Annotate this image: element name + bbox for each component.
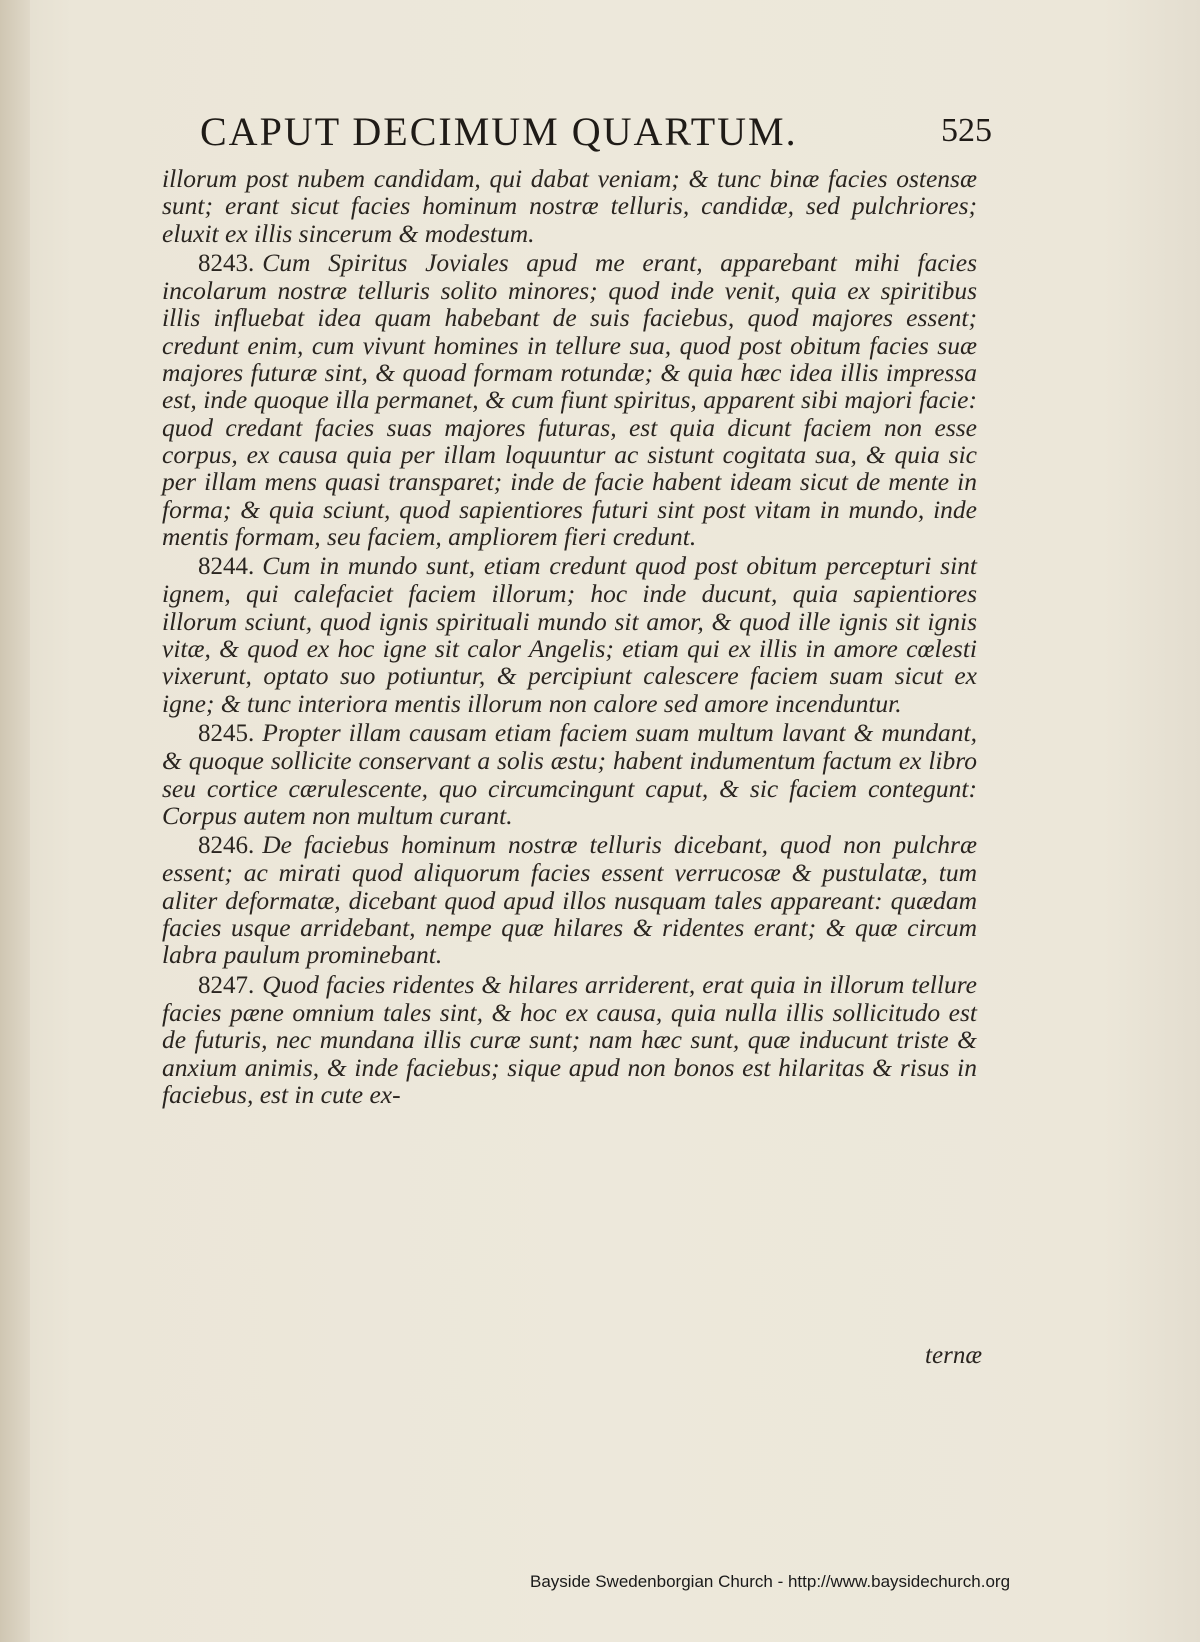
paragraph-number: 8244. bbox=[198, 553, 255, 581]
paragraph-8247 bbox=[162, 971, 977, 1108]
paragraph-number: 8243. bbox=[198, 249, 255, 277]
paragraph-text: illorum post nubem candidam, qui dabat veniam; & tunc binæ facies ostensæ sunt; erant sicut facies hominum nostræ telluris, candidæ, sed pulchriores; eluxit ex illis sincerum & modestum. bbox=[162, 164, 977, 248]
page-gutter bbox=[0, 0, 30, 1642]
watermark-credit: Bayside Swedenborgian Church - http://www.baysidechurch.org bbox=[530, 1572, 1011, 1591]
paragraph-8246 bbox=[162, 831, 977, 968]
paragraph-number: 8246. bbox=[198, 832, 255, 860]
running-title: CAPUT DECIMUM QUARTUM. bbox=[200, 109, 798, 154]
paragraph-8245 bbox=[162, 719, 977, 829]
paragraph-number: 8245. bbox=[198, 719, 255, 747]
paragraph-8244 bbox=[162, 552, 977, 717]
body-text bbox=[162, 165, 977, 1110]
paragraph-text: Cum in mundo sunt, etiam credunt quod post obitum percepturi sint ignem, qui calefaciet faciem illorum; hoc inde ducunt, quia sapientiores illorum sciunt, quod ignis spirituali mundo sit amor, & quod ille ignis sit ignis vitæ, & quod ex hoc igne sit calor Angelis; etiam qui ex illis in amore cœlesti vixerunt, optato suo potiuntur, & percipiunt calescere faciem suam sicut ex igne; & tunc interiora mentis illorum non calore sed amore incenduntur. bbox=[162, 551, 977, 718]
paragraph-number: 8247. bbox=[198, 971, 255, 999]
paragraph-text: Propter illam causam etiam faciem suam multum lavant & mundant, & quoque sollicite conservant a solis æstu; habent indumentum factum ex libro seu cortice cærulescente, quo circumcingunt caput, & sic faciem contegunt: Corpus autem non multum curant. bbox=[162, 717, 977, 830]
paragraph-8243 bbox=[162, 249, 977, 550]
paragraph-text: Cum Spiritus Joviales apud me erant, apparebant mihi facies incolarum nostræ telluris solito minores; quod inde venit, quia ex spiritibus illis influebat idea quam habebant de suis faciebus, quod majores essent; credunt enim, cum vivunt homines in tellure sua, quod post obitum facies suæ majores futuræ sint, & quoad formam rotundæ; & quia hæc idea illis impressa est, inde quoque illa permanet, & cum fiunt spiritus, apparent sibi majori facie: quod credant facies suas majores futuras, est quia dicunt faciem non esse corpus, ex causa quia per illam loquuntur ac sistunt cogitata sua, & quia sic per illam mens quasi transparet; inde de facie habent ideam sicut de mente in forma; & quia sciunt, quod sapientiores futuri sint post vitam in mundo, inde mentis formam, seu faciem, ampliorem fieri credunt. bbox=[162, 247, 977, 551]
paragraph-text: De faciebus hominum nostræ telluris dicebant, quod non pulchræ essent; ac mirati quod aliquorum facies essent verrucosæ & pustulatæ, tum aliter deformatæ, dicebant quod apud illos nusquam tales appareant: quædam facies usque arridebant, nempe quæ hilares & ridentes erant; & quæ circum labra paulum prominebant. bbox=[162, 830, 977, 970]
page-header bbox=[200, 100, 1010, 160]
paragraph-continuation bbox=[162, 165, 977, 247]
paragraph-text: Quod facies ridentes & hilares arriderent, erat quia in illorum tellure facies pæne omnium tales sint, & hoc ex causa, quia nulla illis sollicitudo est de futuris, nec mundana illis curæ sunt; nam hæc sunt, quæ inducunt triste & anxium animis, & inde faciebus; sique apud non bonos est hilaritas & risus in faciebus, est in cute ex- bbox=[162, 969, 977, 1109]
catchword: ternæ bbox=[925, 1342, 982, 1369]
page-number: 525 bbox=[941, 112, 992, 149]
